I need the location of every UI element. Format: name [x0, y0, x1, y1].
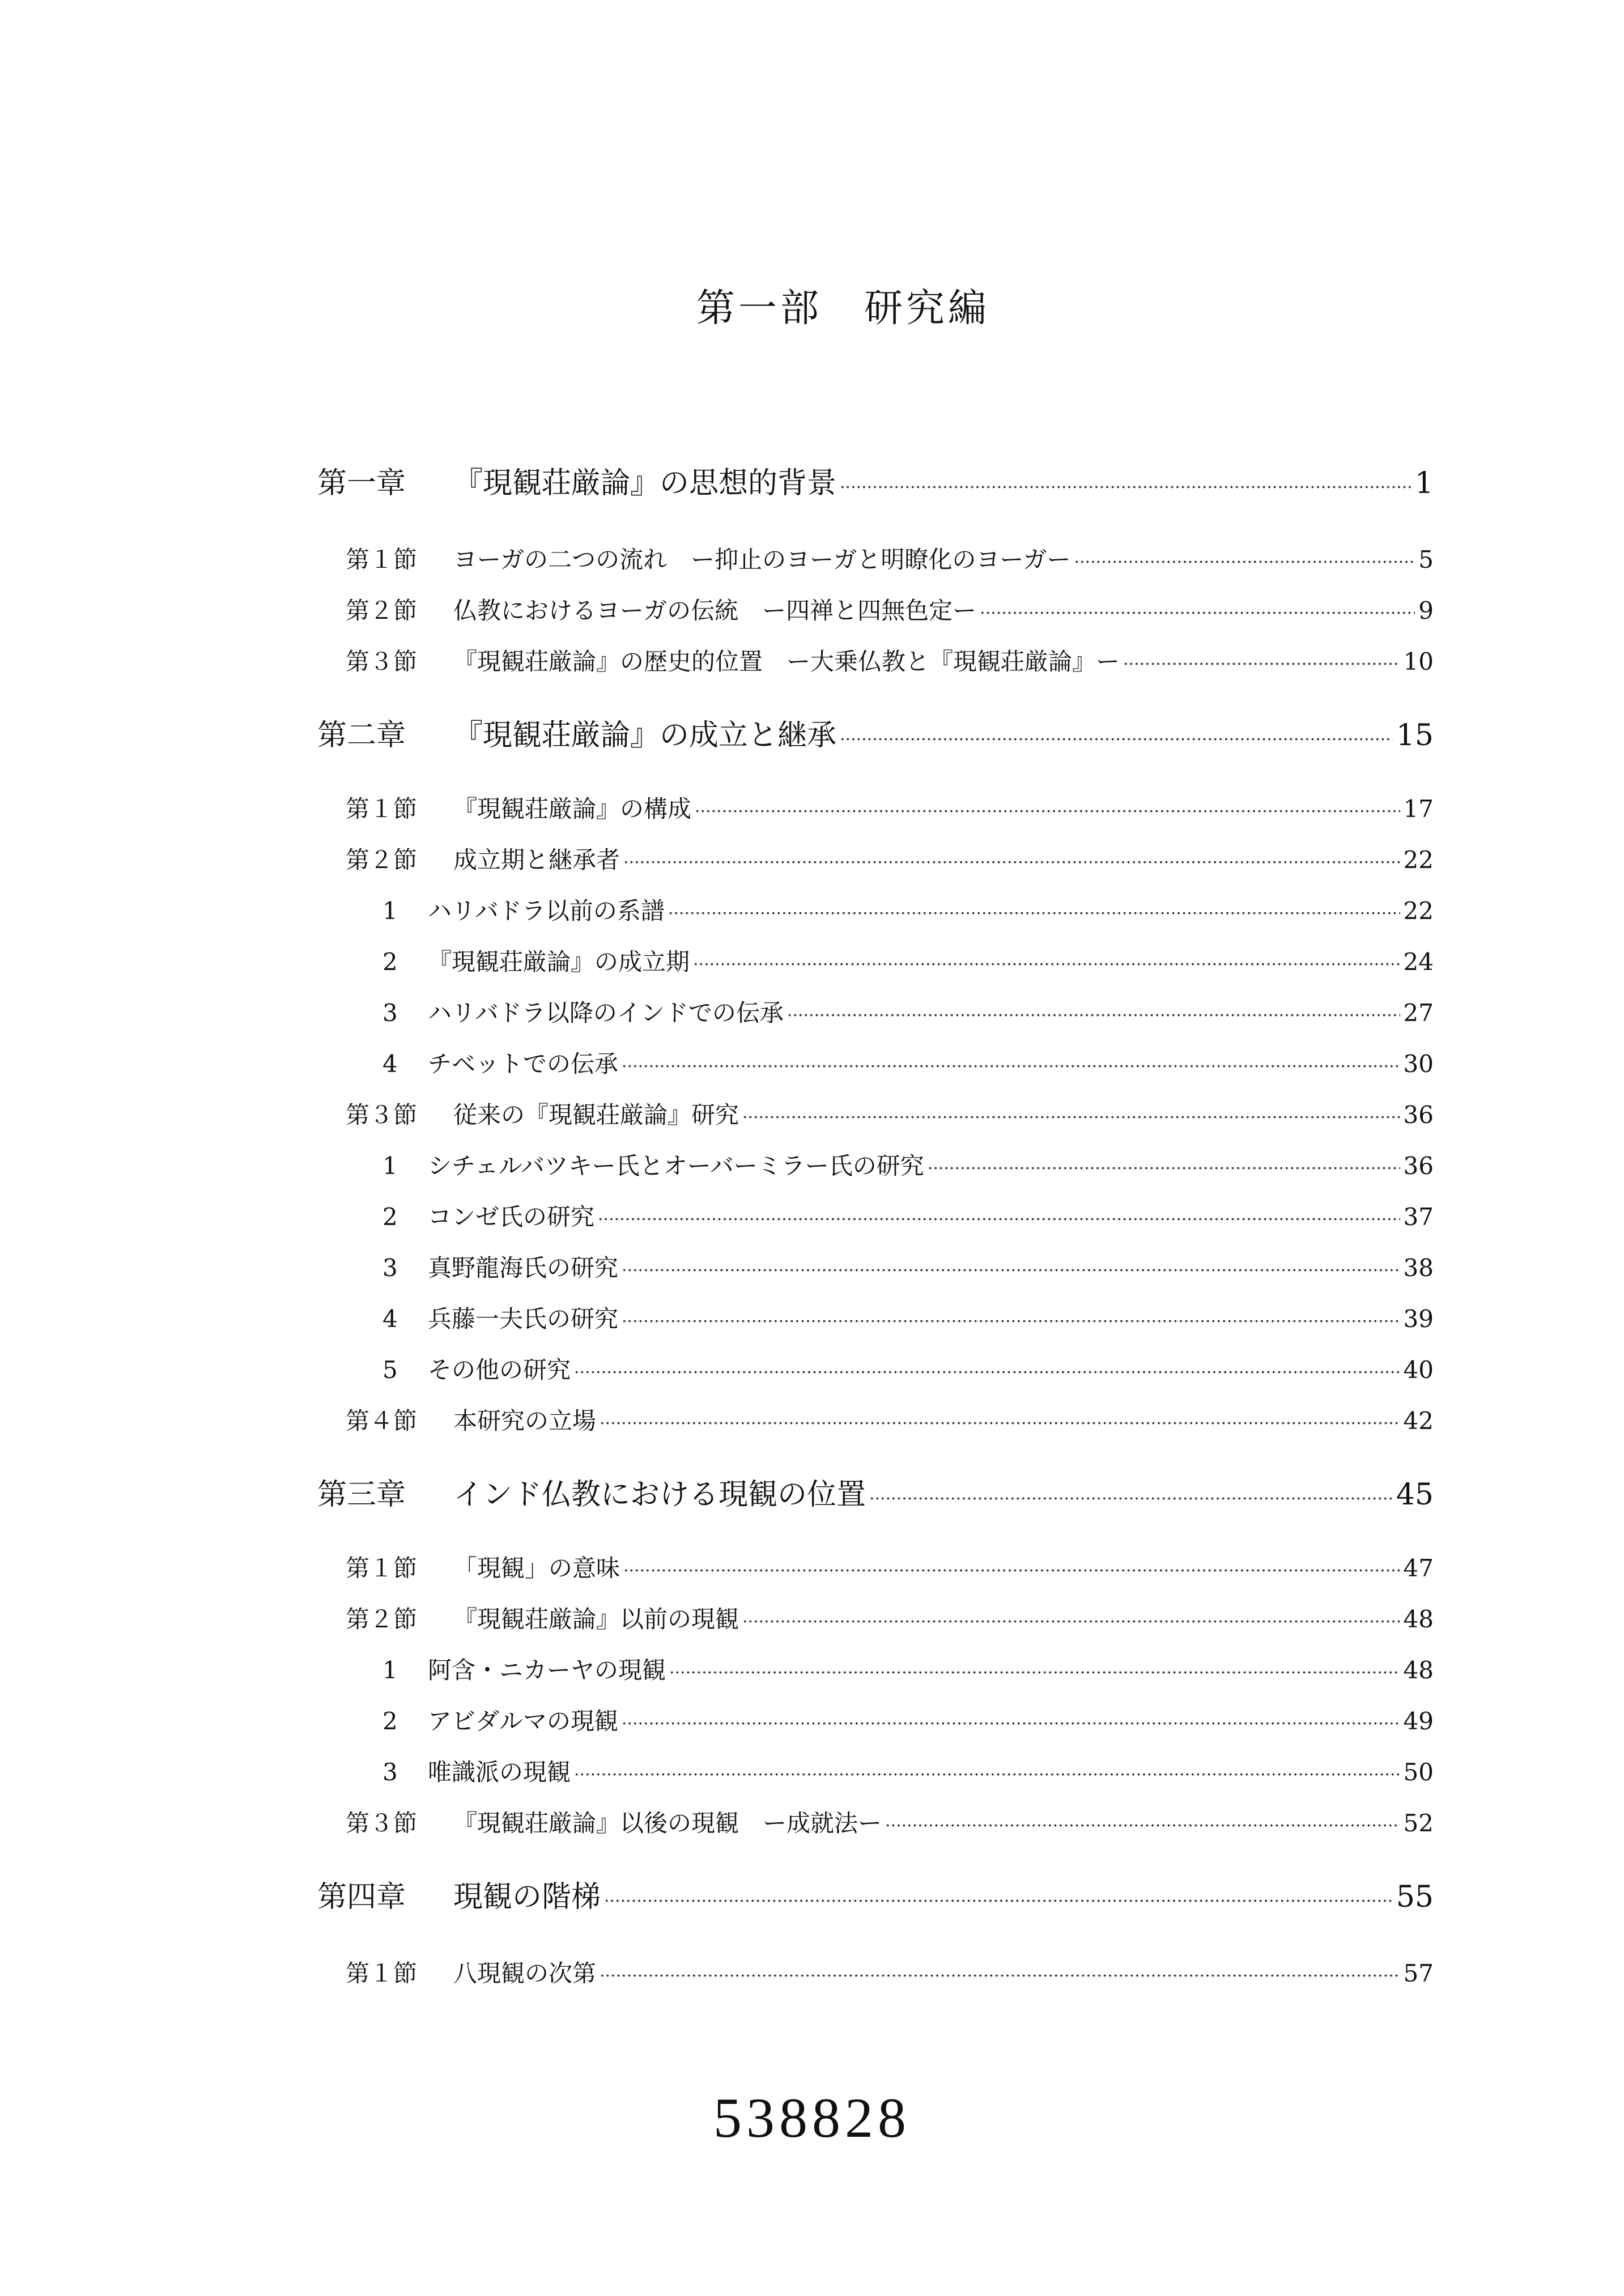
toc-dot-leader — [693, 955, 1400, 975]
toc-entry-label — [382, 1703, 618, 1737]
toc-item-row — [317, 892, 1434, 926]
toc-dot-leader — [695, 802, 1400, 822]
toc-entry-page: 50 — [1403, 1758, 1434, 1786]
toc-entry-page: 10 — [1403, 648, 1434, 675]
toc-chapter-row — [317, 459, 1434, 501]
toc-dot-leader — [598, 1210, 1400, 1230]
toc-entry-number: 第３節 — [346, 1101, 418, 1129]
toc-entry-page: 55 — [1396, 1880, 1434, 1914]
toc-dot-leader — [623, 853, 1400, 873]
toc-entry-title: ハリバドラ以降のインドでの伝承 — [428, 999, 784, 1027]
toc-dot-leader — [787, 1006, 1400, 1026]
part-title: 第一部 研究編 — [696, 286, 990, 331]
toc-entry-label — [346, 790, 691, 824]
toc-entry-number: 3 — [382, 1758, 398, 1786]
page-stamp-number: 538828 — [713, 2086, 911, 2149]
toc-entry-title: 現観の階梯 — [453, 1880, 601, 1914]
toc-entry-number: 第４節 — [346, 1407, 418, 1435]
toc-entry-label — [382, 1652, 666, 1686]
toc-dot-leader — [623, 1561, 1400, 1581]
toc-entry-number: 4 — [382, 1305, 398, 1333]
toc-entry-title: 『現観荘厳論』の成立と継承 — [453, 718, 837, 752]
toc-entry-title: 『現観荘厳論』の成立期 — [428, 948, 690, 976]
toc-chapter-row — [317, 711, 1434, 754]
toc-item-row — [317, 1147, 1434, 1181]
toc-entry-title: チベットでの伝承 — [428, 1050, 619, 1078]
toc-entry-title: 兵藤一夫氏の研究 — [428, 1305, 619, 1333]
toc-entry-page: 48 — [1403, 1656, 1434, 1684]
toc-dot-leader — [604, 1891, 1393, 1911]
toc-entry-page: 40 — [1403, 1356, 1434, 1384]
toc-section-row — [317, 1402, 1434, 1436]
toc-entry-number: 3 — [382, 999, 398, 1027]
toc-entry-number: 第２節 — [346, 846, 418, 874]
toc-entry-label — [382, 1045, 618, 1079]
toc-item-row — [317, 1249, 1434, 1283]
toc-entry-number: 第３節 — [346, 648, 418, 675]
toc-entry-page: 45 — [1396, 1478, 1434, 1512]
toc-entry-title: 仏教におけるヨーガの伝統 ー四禅と四無色定ー — [453, 597, 977, 624]
toc-entry-label — [346, 541, 1070, 575]
toc-entry-number: 2 — [382, 1707, 398, 1735]
toc-entry-number: 4 — [382, 1050, 398, 1078]
toc-dot-leader — [885, 1816, 1400, 1836]
toc-entry-title: 「現観」の意味 — [453, 1554, 620, 1582]
toc-entry-label — [346, 1402, 596, 1436]
toc-entry-number: 第一章 — [317, 466, 406, 500]
toc-entry-number: 第３節 — [346, 1809, 418, 1837]
toc-entry-title: 本研究の立場 — [453, 1407, 597, 1435]
toc-entry-label — [346, 1955, 596, 1989]
toc-item-row — [317, 1703, 1434, 1737]
toc-dot-leader — [574, 1363, 1400, 1383]
toc-entry-page: 30 — [1403, 1050, 1434, 1078]
toc-section-row — [317, 1550, 1434, 1584]
toc-entry-title: シチェルバツキー氏とオーバーミラー氏の研究 — [428, 1152, 924, 1180]
toc-entry-page: 27 — [1403, 999, 1434, 1027]
toc-chapter-row — [317, 1470, 1434, 1513]
toc-entry-number: 第二章 — [317, 718, 406, 752]
toc-dot-leader — [1123, 654, 1400, 674]
toc-entry-title: 唯識派の現観 — [428, 1758, 571, 1786]
toc-entry-page: 5 — [1418, 546, 1434, 573]
toc-dot-leader — [840, 730, 1393, 750]
toc-entry-title: インド仏教における現観の位置 — [453, 1478, 866, 1512]
toc-entry-number: 第２節 — [346, 597, 418, 624]
toc-dot-leader — [928, 1159, 1400, 1179]
toc-entry-label — [382, 1351, 571, 1385]
toc-entry-number: 2 — [382, 948, 398, 976]
toc-entry-label — [346, 1601, 739, 1635]
toc-entry-label — [346, 592, 976, 626]
toc-entry-label — [346, 1550, 620, 1584]
toc-dot-leader — [742, 1108, 1400, 1128]
toc-entry-page: 52 — [1403, 1809, 1434, 1837]
toc-entry-label — [317, 1873, 601, 1915]
toc-section-row — [317, 541, 1434, 575]
toc-item-row — [317, 1198, 1434, 1232]
toc-entry-label — [382, 1147, 924, 1181]
toc-entry-page: 49 — [1403, 1707, 1434, 1735]
toc-dot-leader — [980, 603, 1415, 623]
toc-section-row — [317, 1805, 1434, 1839]
toc-item-row — [317, 1300, 1434, 1334]
toc-entry-page: 24 — [1403, 948, 1434, 976]
toc-chapter-row — [317, 1873, 1434, 1915]
toc-entry-label — [317, 1470, 866, 1513]
toc-entry-title: 『現観荘厳論』の歴史的位置 ー大乗仏教と『現観荘厳論』ー — [453, 648, 1120, 675]
toc-entry-title: 『現観荘厳論』以前の現観 — [453, 1605, 739, 1633]
toc-item-row — [317, 943, 1434, 977]
toc-item-row — [317, 1754, 1434, 1788]
toc-entry-title: アビダルマの現観 — [428, 1707, 619, 1735]
toc-entry-label — [382, 994, 784, 1028]
toc-section-row — [317, 592, 1434, 626]
toc-entry-label — [382, 1249, 618, 1283]
toc-section-row — [317, 790, 1434, 824]
toc-dot-leader — [869, 1489, 1393, 1509]
toc-dot-leader — [574, 1765, 1400, 1785]
toc-section-row — [317, 841, 1434, 875]
toc-entry-label — [317, 459, 836, 501]
toc-entry-title: 『現観荘厳論』以後の現観 ー成就法ー — [453, 1809, 882, 1837]
toc-entry-page: 57 — [1403, 1959, 1434, 1987]
toc-entry-label — [346, 841, 620, 875]
toc-section-row — [317, 1601, 1434, 1635]
toc-entry-title: 八現観の次第 — [453, 1959, 597, 1987]
toc-entry-page: 36 — [1403, 1101, 1434, 1129]
toc-entry-label — [382, 1300, 618, 1334]
toc-entry-label — [346, 1096, 739, 1130]
toc-dot-leader — [669, 1663, 1400, 1683]
toc-entry-page: 37 — [1403, 1203, 1434, 1231]
toc-dot-leader — [668, 904, 1400, 924]
toc-section-row — [317, 1096, 1434, 1130]
toc-entry-title: 『現観荘厳論』の思想的背景 — [453, 466, 837, 500]
toc-entry-number: 3 — [382, 1254, 398, 1282]
toc-entry-number: 第１節 — [346, 795, 418, 823]
toc-entry-title: 『現観荘厳論』の構成 — [453, 795, 692, 823]
toc-entry-title: 真野龍海氏の研究 — [428, 1254, 619, 1282]
toc-entry-label — [382, 1198, 594, 1232]
toc-entry-page: 48 — [1403, 1605, 1434, 1633]
toc-item-row — [317, 1351, 1434, 1385]
toc-section-row — [317, 1955, 1434, 1989]
toc-item-row — [317, 1045, 1434, 1079]
toc-entry-label — [346, 643, 1120, 677]
toc-section-row — [317, 643, 1434, 677]
toc-entry-page: 36 — [1403, 1152, 1434, 1180]
toc-entry-label — [382, 1754, 571, 1788]
toc-entry-page: 38 — [1403, 1254, 1434, 1282]
toc-entry-page: 22 — [1403, 897, 1434, 925]
toc-dot-leader — [622, 1312, 1400, 1332]
toc-entry-number: 第２節 — [346, 1605, 418, 1633]
toc-entry-title: ハリバドラ以前の系譜 — [428, 897, 665, 925]
toc-entry-page: 22 — [1403, 846, 1434, 874]
toc-entry-page: 47 — [1403, 1554, 1434, 1582]
toc-entry-label — [317, 711, 836, 754]
toc-item-row — [317, 1652, 1434, 1686]
toc-entry-label — [382, 892, 665, 926]
toc-entry-number: 第１節 — [346, 546, 418, 573]
toc-entry-page: 15 — [1396, 718, 1434, 752]
toc-dot-leader — [600, 1414, 1400, 1434]
toc-dot-leader — [622, 1714, 1400, 1734]
toc-entry-number: 1 — [382, 1656, 398, 1684]
toc-entry-page: 42 — [1403, 1407, 1434, 1435]
toc-entry-page: 39 — [1403, 1305, 1434, 1333]
toc-entry-label — [346, 1805, 882, 1839]
toc-dot-leader — [622, 1261, 1400, 1281]
toc-entry-title: コンゼ氏の研究 — [428, 1203, 595, 1231]
toc-entry-title: その他の研究 — [428, 1356, 571, 1384]
toc-entry-page: 17 — [1403, 795, 1434, 823]
toc-entry-number: 第四章 — [317, 1880, 406, 1914]
toc-entry-page: 9 — [1418, 597, 1434, 624]
toc-dot-leader — [840, 478, 1412, 498]
toc-entry-label — [382, 943, 690, 977]
toc-entry-title: 従来の『現観荘厳論』研究 — [453, 1101, 739, 1129]
toc-item-row — [317, 994, 1434, 1028]
toc-dot-leader — [1074, 552, 1415, 572]
toc-entry-number: 第１節 — [346, 1959, 418, 1987]
toc-entry-title: 成立期と継承者 — [453, 846, 620, 874]
toc-entry-number: 2 — [382, 1203, 398, 1231]
toc-entry-number: 第１節 — [346, 1554, 418, 1582]
toc-entry-title: ヨーガの二つの流れ ー抑止のヨーガと明瞭化のヨーガー — [453, 546, 1071, 573]
toc-dot-leader — [600, 1966, 1400, 1986]
toc-entry-number: 第三章 — [317, 1478, 406, 1512]
toc-dot-leader — [622, 1057, 1400, 1077]
toc-entry-number: 5 — [382, 1356, 398, 1384]
toc-entry-page: 1 — [1414, 466, 1434, 500]
toc-entry-number: 1 — [382, 1152, 398, 1180]
toc-entry-title: 阿含・ニカーヤの現観 — [428, 1656, 666, 1684]
toc-dot-leader — [742, 1612, 1400, 1632]
toc-entry-number: 1 — [382, 897, 398, 925]
